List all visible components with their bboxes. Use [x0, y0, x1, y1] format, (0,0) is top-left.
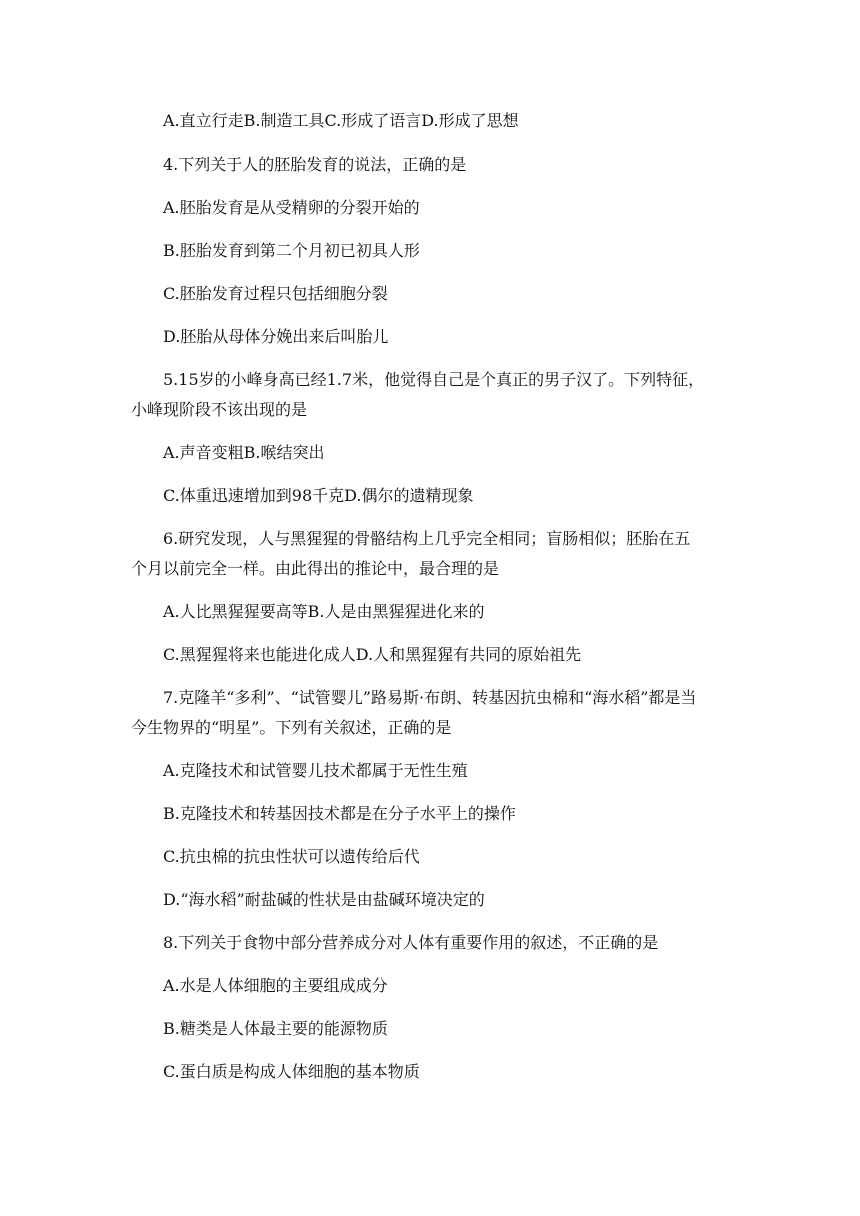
q5-stem-line-2: 小峰现阶段不该出现的是 [131, 400, 308, 419]
q4-option-b: B.胚胎发育到第二个月初已初具人形 [163, 241, 420, 260]
q7-option-c: C.抗虫棉的抗虫性状可以遗传给后代 [163, 847, 420, 866]
q7-option-d: D.“海水稻”耐盐碱的性状是由盐碱环境决定的 [163, 890, 485, 909]
q6-options-ab: A.人比黑猩猩要高等B.人是由黑猩猩进化来的 [163, 602, 485, 621]
q6-stem-line-1: 6.研究发现，人与黑猩猩的骨骼结构上几乎完全相同；盲肠相似；胚胎在五 [163, 529, 691, 548]
q4-option-d: D.胚胎从母体分娩出来后叫胎儿 [163, 327, 389, 346]
q7-option-b: B.克隆技术和转基因技术都是在分子水平上的操作 [163, 804, 516, 823]
q7-stem-line-1: 7.克隆羊“多利”、“试管婴儿”路易斯·布朗、转基因抗虫棉和“海水稻”都是当 [163, 688, 697, 707]
q8-option-a: A.水是人体细胞的主要组成成分 [163, 976, 388, 995]
q8-option-c: C.蛋白质是构成人体细胞的基本物质 [163, 1062, 420, 1081]
q7-option-a: A.克隆技术和试管婴儿技术都属于无性生殖 [163, 761, 468, 780]
q3-options: A.直立行走B.制造工具C.形成了语言D.形成了思想 [163, 111, 519, 130]
q4-option-a: A.胚胎发育是从受精卵的分裂开始的 [163, 198, 420, 217]
q5-options-cd: C.体重迅速增加到98千克D.偶尔的遗精现象 [163, 486, 474, 505]
q8-stem: 8.下列关于食物中部分营养成分对人体有重要作用的叙述，不正确的是 [163, 933, 659, 952]
q6-stem-line-2: 个月以前完全一样。由此得出的推论中，最合理的是 [131, 559, 500, 578]
q7-stem-line-2: 今生物界的“明星”。下列有关叙述，正确的是 [131, 718, 452, 737]
q5-stem-line-1: 5.15岁的小峰身高已经1.7米，他觉得自己是个真正的男子汉了。下列特征， [163, 370, 705, 389]
q4-stem: 4.下列关于人的胚胎发育的说法，正确的是 [163, 155, 467, 174]
q5-options-ab: A.声音变粗B.喉结突出 [163, 443, 325, 462]
q4-option-c: C.胚胎发育过程只包括细胞分裂 [163, 284, 388, 303]
q6-options-cd: C.黑猩猩将来也能进化成人D.人和黑猩猩有共同的原始祖先 [163, 645, 582, 664]
q8-option-b: B.糖类是人体最主要的能源物质 [163, 1019, 388, 1038]
